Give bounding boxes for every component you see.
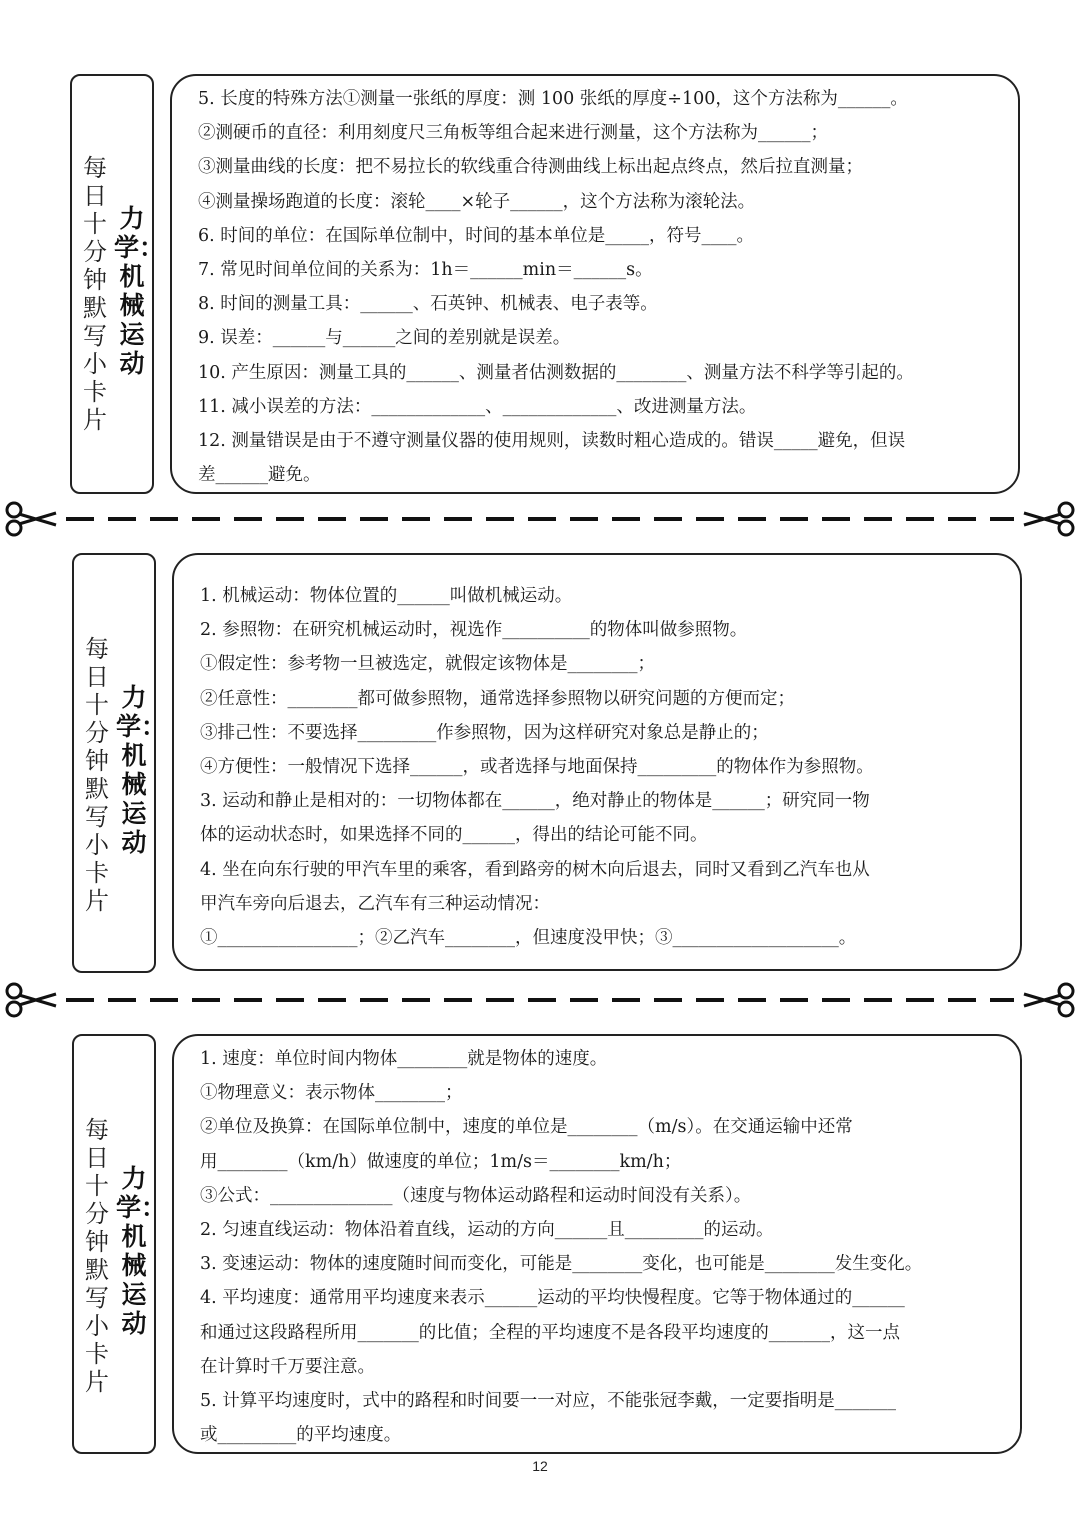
card-line: ④测量操场跑道的长度：滚轮____×轮子______，这个方法称为滚轮法。 xyxy=(198,191,756,212)
card-line: 1. 机械运动：物体位置的______叫做机械运动。 xyxy=(200,586,573,606)
card-line: ②测硬币的直径：利用刻度尺三角板等组合起来进行测量，这个方法称为______； xyxy=(198,123,828,144)
card-line: ③测量曲线的长度：把不易拉长的软线重合待测曲线上标出起点终点，然后拉直测量； xyxy=(198,157,863,178)
card-line: 4. 坐在向东行驶的甲汽车里的乘客，看到路旁的树木向后退去，同时又看到乙汽车也从 xyxy=(200,859,870,880)
card-3 xyxy=(68,1034,1023,1454)
card-line: ②单位及换算：在国际单位制中，速度的单位是________（m/s）。在交通运输中还常 xyxy=(200,1117,853,1138)
card-line: ①假定性：参考物一旦被选定，就假定该物体是________； xyxy=(200,654,655,675)
card-3-lines xyxy=(200,1042,1000,1452)
card-line: 2. 匀速直线运动：物体沿着直线，运动的方向______且_________的运动。 xyxy=(200,1219,774,1240)
card-line: 或_________的平均速度。 xyxy=(200,1425,402,1446)
card-line: ②任意性：________都可做参照物，通常选择参照物以研究问题的方便而定； xyxy=(200,688,795,709)
page-number: 12 xyxy=(532,1458,548,1474)
card-2-side-label xyxy=(72,553,167,973)
card-2-lines xyxy=(200,579,1000,955)
side-caption: 每日十分钟默写小卡片 xyxy=(85,1116,109,1396)
card-line: 用________（km/h）做速度的单位；1m/s＝________km/h； xyxy=(200,1151,682,1172)
card-line: 1. 速度：单位时间内物体________就是物体的速度。 xyxy=(200,1049,608,1069)
card-line: 5. 长度的特殊方法①测量一张纸的厚度：测 100 张纸的厚度÷100，这个方法称为______。 xyxy=(198,89,908,109)
card-line: 6. 时间的单位：在国际单位制中，时间的基本单位是_____，符号____。 xyxy=(198,225,755,246)
side-topic: 力学：机械运动 xyxy=(116,1164,167,1338)
side-topic: 力学：机械运动 xyxy=(114,204,165,378)
card-line: 甲汽车旁向后退去，乙汽车有三种运动情况： xyxy=(200,893,550,914)
card-line: 10. 产生原因：测量工具的______、测量者估测数据的________、测量方法不科学等引起的。 xyxy=(198,362,914,383)
card-line: 8. 时间的测量工具：______、石英钟、机械表、电子表等。 xyxy=(198,294,658,315)
side-caption: 每日十分钟默写小卡片 xyxy=(85,635,109,915)
scissors-right-icon xyxy=(1024,503,1073,535)
card-line: 12. 测量错误是由于不遵守测量仪器的使用规则，读数时粗心造成的。错误_____避免，但误 xyxy=(198,430,906,451)
card-line: 和通过这段路程所用_______的比值；全程的平均速度不是各段平均速度的_______，这一点 xyxy=(200,1322,900,1343)
card-line: 4. 平均速度：通常用平均速度来表示______运动的平均快慢程度。它等于物体通过的______ xyxy=(200,1288,905,1309)
card-1-lines xyxy=(198,82,998,492)
card-line: 7. 常见时间单位间的关系为：1h＝______min＝______s。 xyxy=(198,259,653,280)
side-caption: 每日十分钟默写小卡片 xyxy=(83,154,107,434)
card-2-content-box xyxy=(172,553,1022,971)
card-line: 9. 误差：______与______之间的差别就是误差。 xyxy=(198,328,571,349)
scissors-left-icon xyxy=(7,503,56,535)
card-line: 5. 计算平均速度时，式中的路程和时间要一一对应，不能张冠李戴，一定要指明是_______ xyxy=(200,1390,897,1411)
card-line: ①物理意义：表示物体________； xyxy=(200,1083,463,1104)
card-line: 3. 运动和静止是相对的：一切物体都在______，绝对静止的物体是______；研究同一物 xyxy=(200,791,870,812)
cut-line-1 xyxy=(4,497,1076,541)
card-line: ①________________；②乙汽车________，但速度没甲快；③___________________。 xyxy=(200,927,857,948)
card-line: 差______避免。 xyxy=(198,465,321,486)
card-2 xyxy=(68,553,1023,973)
side-topic: 力学：机械运动 xyxy=(116,683,167,857)
card-line: 在计算时千万要注意。 xyxy=(200,1356,375,1377)
card-3-content-box xyxy=(172,1034,1022,1454)
scissors-right-icon xyxy=(1024,984,1073,1016)
card-line: 2. 参照物：在研究机械运动时，视选作__________的物体叫做参照物。 xyxy=(200,620,748,641)
card-line: 11. 减小误差的方法：_____________、_____________、改进测量方法。 xyxy=(198,396,757,417)
card-line: 体的运动状态时，如果选择不同的______，得出的结论可能不同。 xyxy=(200,825,708,846)
card-line: ③排己性：不要选择_________作参照物，因为这样研究对象总是静止的； xyxy=(200,722,769,743)
card-line: 3. 变速运动：物体的速度随时间而变化，可能是________变化，也可能是________发生变化。 xyxy=(200,1254,923,1275)
card-1-side-label xyxy=(70,74,165,494)
card-line: ④方便性：一般情况下选择______，或者选择与地面保持_________的物体作为参照物。 xyxy=(200,756,874,777)
card-1-content-box xyxy=(170,74,1020,494)
scissors-left-icon xyxy=(7,984,56,1016)
card-1 xyxy=(68,74,1023,494)
card-line: ③公式：______________（速度与物体运动路程和运动时间没有关系）。 xyxy=(200,1185,752,1206)
cut-line-2 xyxy=(4,978,1076,1022)
card-3-side-label xyxy=(72,1034,167,1454)
